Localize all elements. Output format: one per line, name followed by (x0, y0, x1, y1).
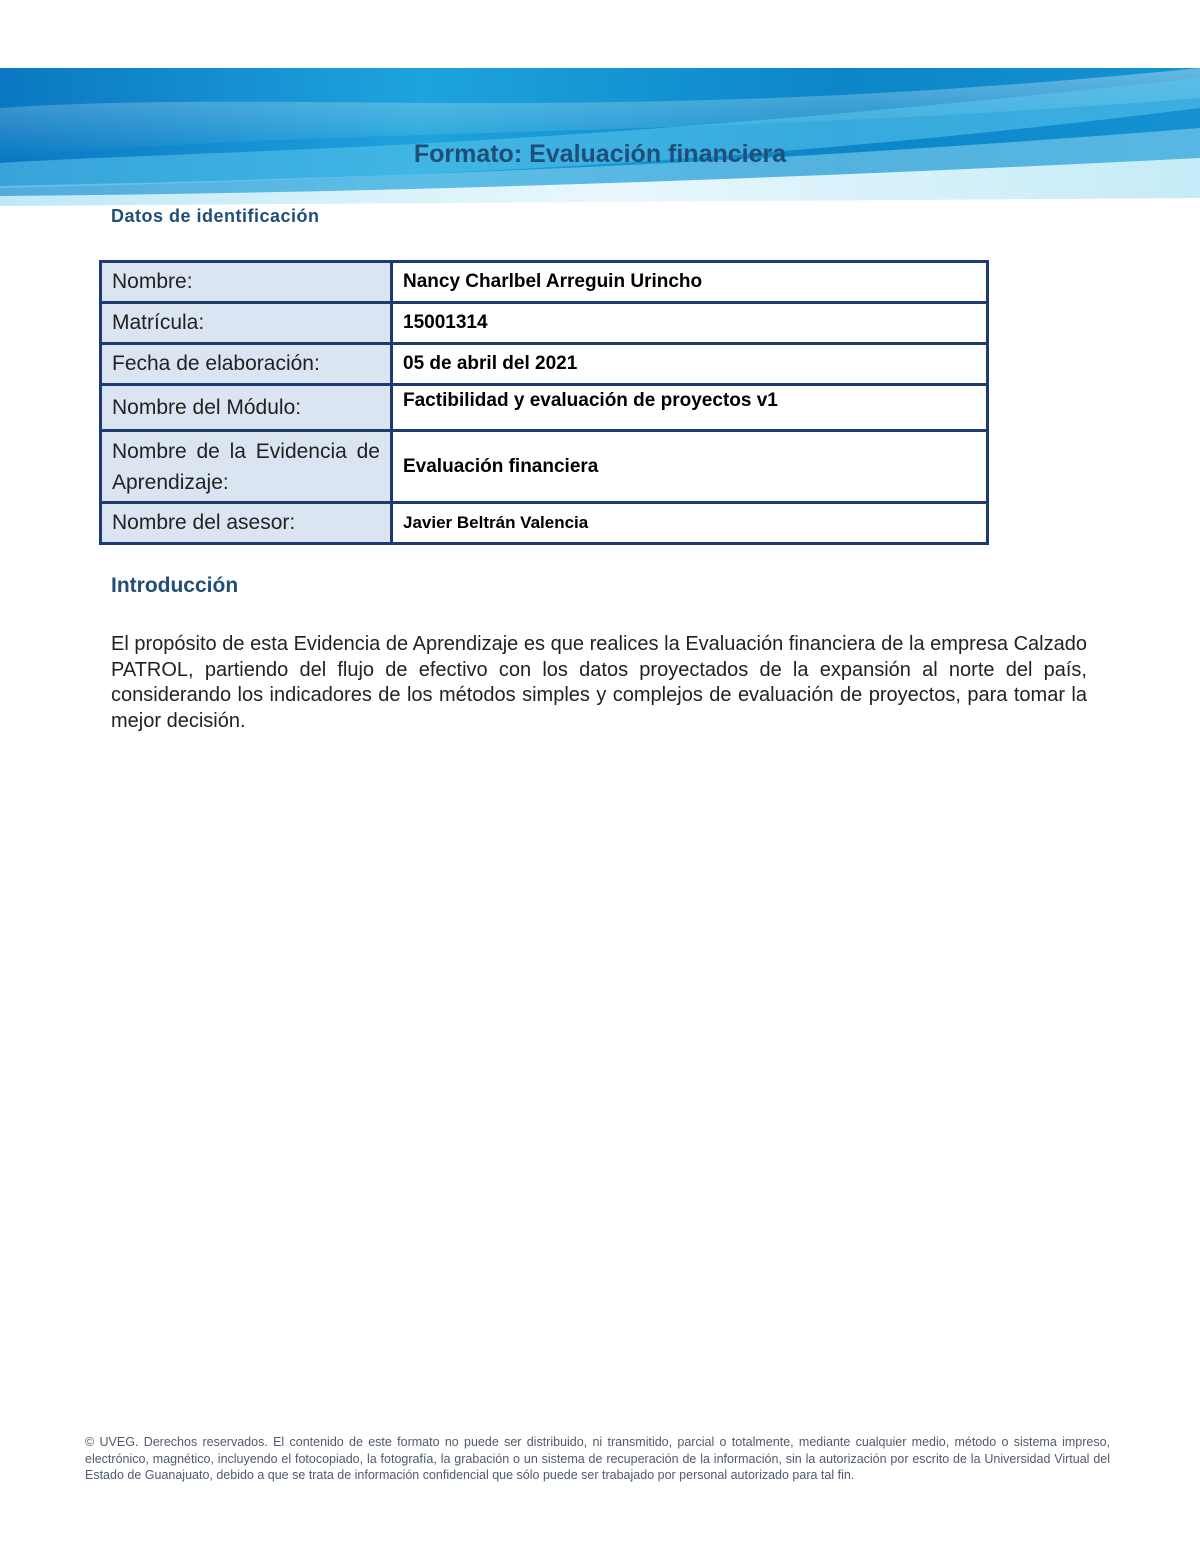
copyright-footer: © UVEG. Derechos reservados. El contenido de este formato no puede ser distribuido, ni transmitido, parcial o totalmente, mediante cualquier medio, método o sistema impreso, electrónico, magnético, incluyendo el fotocopiado, la fotografía, la grabación o un sistema de recuperación de la información, sin la autorización por escrito de la Universidad Virtual del Estado de Guanajuato, debido a que se trata de información confidencial que sólo puede ser trabajado por personal autorizado para tal fin. (85, 1435, 1110, 1482)
row-label-evidencia: Nombre de la Evidencia de Aprendizaje: (101, 431, 392, 503)
introduction-heading: Introducción (111, 574, 239, 597)
page-title: Formato: Evaluación financiera (413, 140, 787, 168)
row-value-evidencia: Evaluación financiera (392, 431, 988, 503)
row-value-nombre: Nancy Charlbel Arreguin Urincho (392, 262, 988, 303)
table-row (101, 262, 988, 303)
row-value-modulo: Factibilidad y evaluación de proyectos v1 (392, 385, 988, 431)
introduction-paragraph: El propósito de esta Evidencia de Aprendizaje es que realices la Evaluación financiera de la empresa Calzado PATROL, partiendo del flujo de efectivo con los datos proyectados de la expansión al norte del país, considerando los indicadores de los métodos simples y complejos de evaluación de proyectos, para tomar la mejor decisión. (111, 633, 1087, 732)
row-label-asesor: Nombre del asesor: (101, 503, 392, 544)
row-value-fecha: 05 de abril del 2021 (392, 344, 988, 385)
identification-heading: Datos de identificación (111, 206, 320, 226)
table-row (101, 385, 988, 431)
table-row (101, 503, 988, 544)
row-value-matricula: 15001314 (392, 303, 988, 344)
row-label-modulo: Nombre del Módulo: (101, 385, 392, 431)
row-label-fecha: Fecha de elaboración: (101, 344, 392, 385)
identification-table (99, 260, 989, 545)
row-label-nombre: Nombre: (101, 262, 392, 303)
table-row (101, 431, 988, 503)
row-value-asesor: Javier Beltrán Valencia (392, 503, 988, 544)
table-row (101, 344, 988, 385)
row-label-matricula: Matrícula: (101, 303, 392, 344)
table-row (101, 303, 988, 344)
